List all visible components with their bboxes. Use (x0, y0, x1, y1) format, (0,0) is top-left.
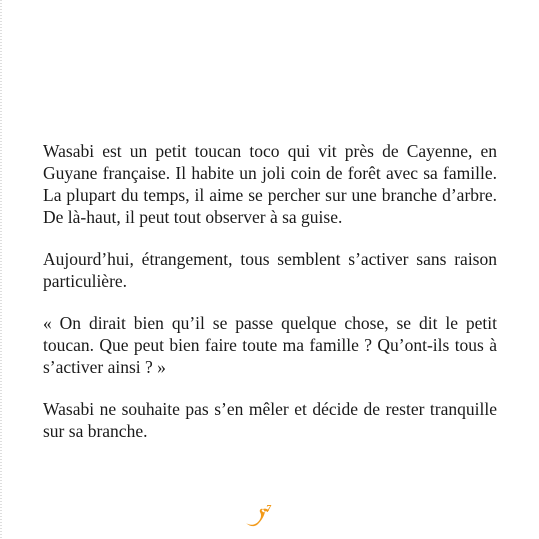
paragraph-4: Wasabi ne souhaite pas s’en mêler et décide de rester tranquille sur sa branche. (43, 399, 497, 441)
page-number: 7 (266, 504, 271, 515)
paragraph-1: Wasabi est un petit toucan toco qui vit près de Cayenne, en Guyane française. Il habite un joli coin de forêt avec sa famille. La plupart du temps, il aime se percher sur une branche d’arbre. De là-haut, il peut tout observer à sa guise. (43, 141, 497, 227)
paragraph-3: « On dirait bien qu’il se passe quelque chose, se dit le petit toucan. Que peut bien faire toute ma famille ? Qu’ont-ils tous à s’activer ainsi ? » (43, 313, 497, 377)
paragraph-2: Aujourd’hui, étrangement, tous semblent s’activer sans raison particulière. (43, 249, 497, 291)
page-edge (0, 0, 2, 539)
page-footer (244, 504, 284, 528)
story-text (43, 140, 497, 462)
